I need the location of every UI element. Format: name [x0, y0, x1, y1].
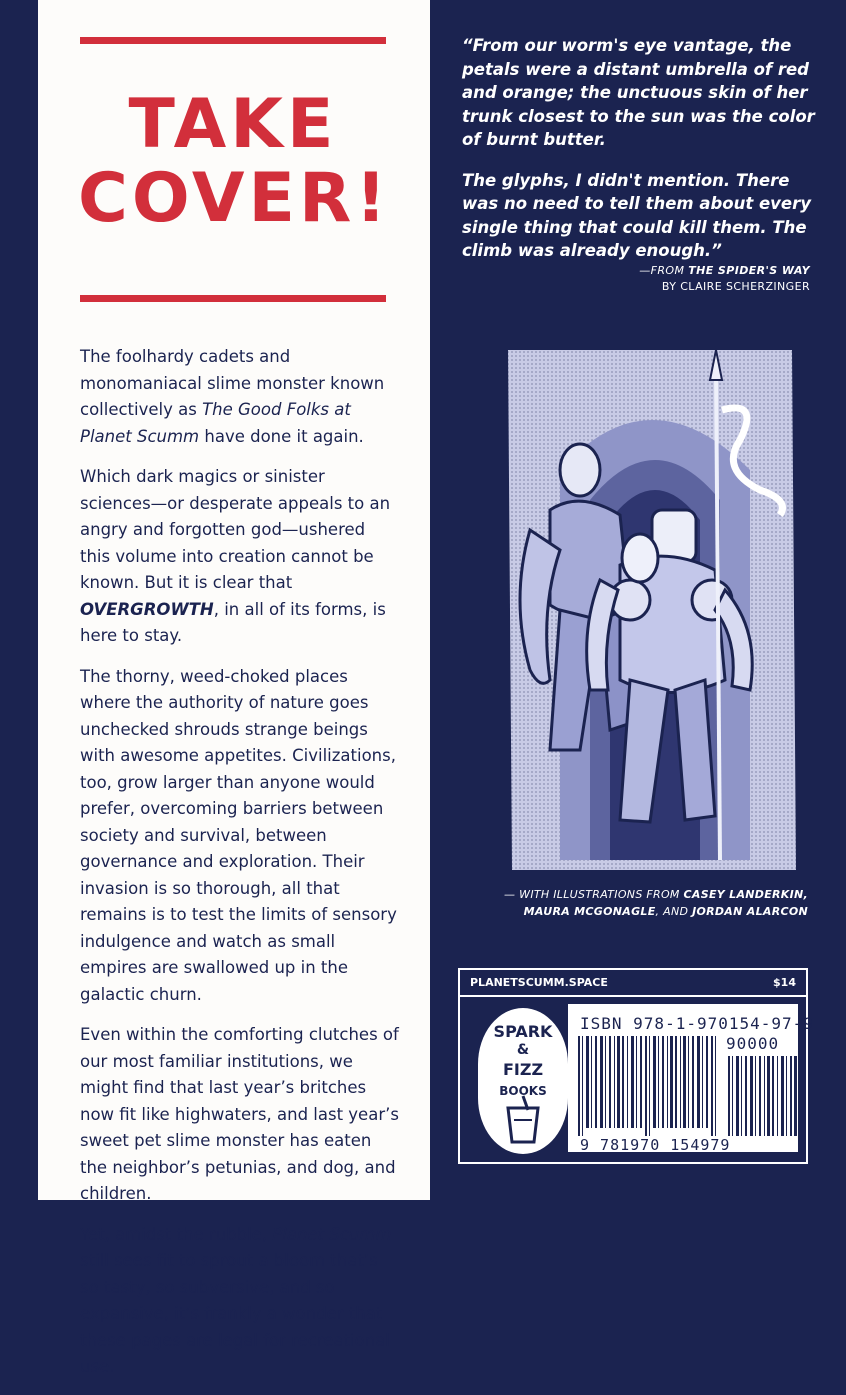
blurb-panel: [38, 0, 430, 1376]
bottom-red-rule: [80, 295, 386, 302]
credits-name-3: JORDAN ALARCON: [692, 905, 808, 918]
addon-barcode-bars: [728, 1056, 798, 1136]
blurb-p2-text-a: Which dark magics or sinister sciences—or desperate appeals to an angry and forgotten god—ushered this volume into creation cannot be known. But it is clear that: [80, 467, 391, 592]
blurb-paragraph-4: Even within the comforting clutches of our most familiar institutions, we might find that last year’s britches now fit like highwaters, and last year’s sweet pet slime monster has eaten the neighbor’s petunias, and dog, and children.: [80, 1025, 399, 1203]
credits-name-1: CASEY LANDERKIN,: [683, 888, 808, 901]
price-row: [460, 970, 806, 997]
blurb-paragraph-2: [80, 464, 400, 650]
price-addon-code: 90000: [726, 1034, 780, 1053]
attribution-author: BY CLAIRE SCHERZINGER: [661, 280, 810, 293]
credits-name-2: MAURA MCGONAGLE: [523, 905, 656, 918]
blurb-paragraph-5: [80, 1222, 400, 1381]
blurb-paragraph-1: [80, 344, 400, 450]
price: $14: [773, 976, 796, 989]
blurb-p5-text-b: still sees fit to sprout a bloom that’s so tasty, so subversive, and so expansive, it’s frankly a wonder that these pages are legal for recreational use.: [80, 1251, 390, 1376]
isbn-number: ISBN 978-1-970154-97-9: [580, 1014, 814, 1033]
cover-illustration: [490, 350, 814, 870]
headline: [78, 85, 391, 238]
headline-line-2: COVER!: [78, 159, 391, 238]
ean-number: 9 781970 154979: [580, 1136, 731, 1154]
credits-line-1: [448, 886, 808, 903]
credits-line-2: [448, 903, 808, 920]
website-url: PLANETSCUMM.SPACE: [470, 976, 608, 989]
logo-word-books: BOOKS: [499, 1084, 547, 1098]
blurb-p5-text-a: Yet, amidst the rubble,: [80, 1224, 273, 1244]
left-spine-edge: [0, 0, 38, 1200]
soda-cup-icon: [478, 1008, 568, 1154]
logo-ampersand: &: [516, 1042, 530, 1058]
blurb-p2-strong: OVERGROWTH: [80, 599, 214, 619]
quote-paragraph-2: The glyphs, I didn't mention. There was no need to tell them about every single thing that could kill them. The climb was already enough.”: [462, 170, 812, 260]
blurb-p1-emphasis: The Good Folks at Planet Scumm: [80, 400, 351, 446]
publisher-logo: [478, 1008, 568, 1154]
quote-paragraph-1: “From our worm's eye vantage, the petals were a distant umbrella of red and orange; the unctuous skin of her trunk closest to the sun was the color of burnt butter.: [462, 36, 815, 149]
blurb-p5-emphasis: Planet Scumm: [272, 1224, 392, 1244]
quote-attribution: [639, 263, 810, 295]
logo-word-fizz: FIZZ: [502, 1060, 544, 1079]
blurb-p1-text-a: The foolhardy cadets and monomaniacal slime monster known collectively as: [80, 347, 385, 419]
illustration-credits: [448, 886, 808, 920]
logo-word-spark: SPARK: [493, 1022, 553, 1041]
top-red-rule: [80, 37, 386, 44]
blurb-p2-text-b: , in all of its forms, is here to stay.: [80, 599, 386, 645]
blurb-p1-text-b: have done it again.: [199, 426, 364, 446]
barcode-bars: [578, 1036, 718, 1136]
credits-prefix: — WITH ILLUSTRATIONS FROM: [504, 888, 684, 901]
headline-line-1: TAKE: [128, 85, 338, 164]
credits-and: , AND: [655, 905, 693, 918]
blurb-text: [80, 344, 400, 1395]
attribution-title-line: [639, 263, 810, 279]
pull-quote: [462, 34, 818, 280]
attribution-prefix: —FROM: [639, 264, 689, 277]
blurb-paragraph-3: The thorny, weed-choked places where the authority of nature goes unchecked shrouds strange beings with awesome appetites. Civilizations, too, grow larger than anyone would prefer, overcoming barriers between society and survival, between governance and exploration. Their invasion is so thorough, all that remains is to test the limits of sensory indulgence and watch as small empires are swallowed up in the galactic churn.: [80, 666, 397, 1004]
attribution-title: THE SPIDER'S WAY: [688, 264, 810, 277]
